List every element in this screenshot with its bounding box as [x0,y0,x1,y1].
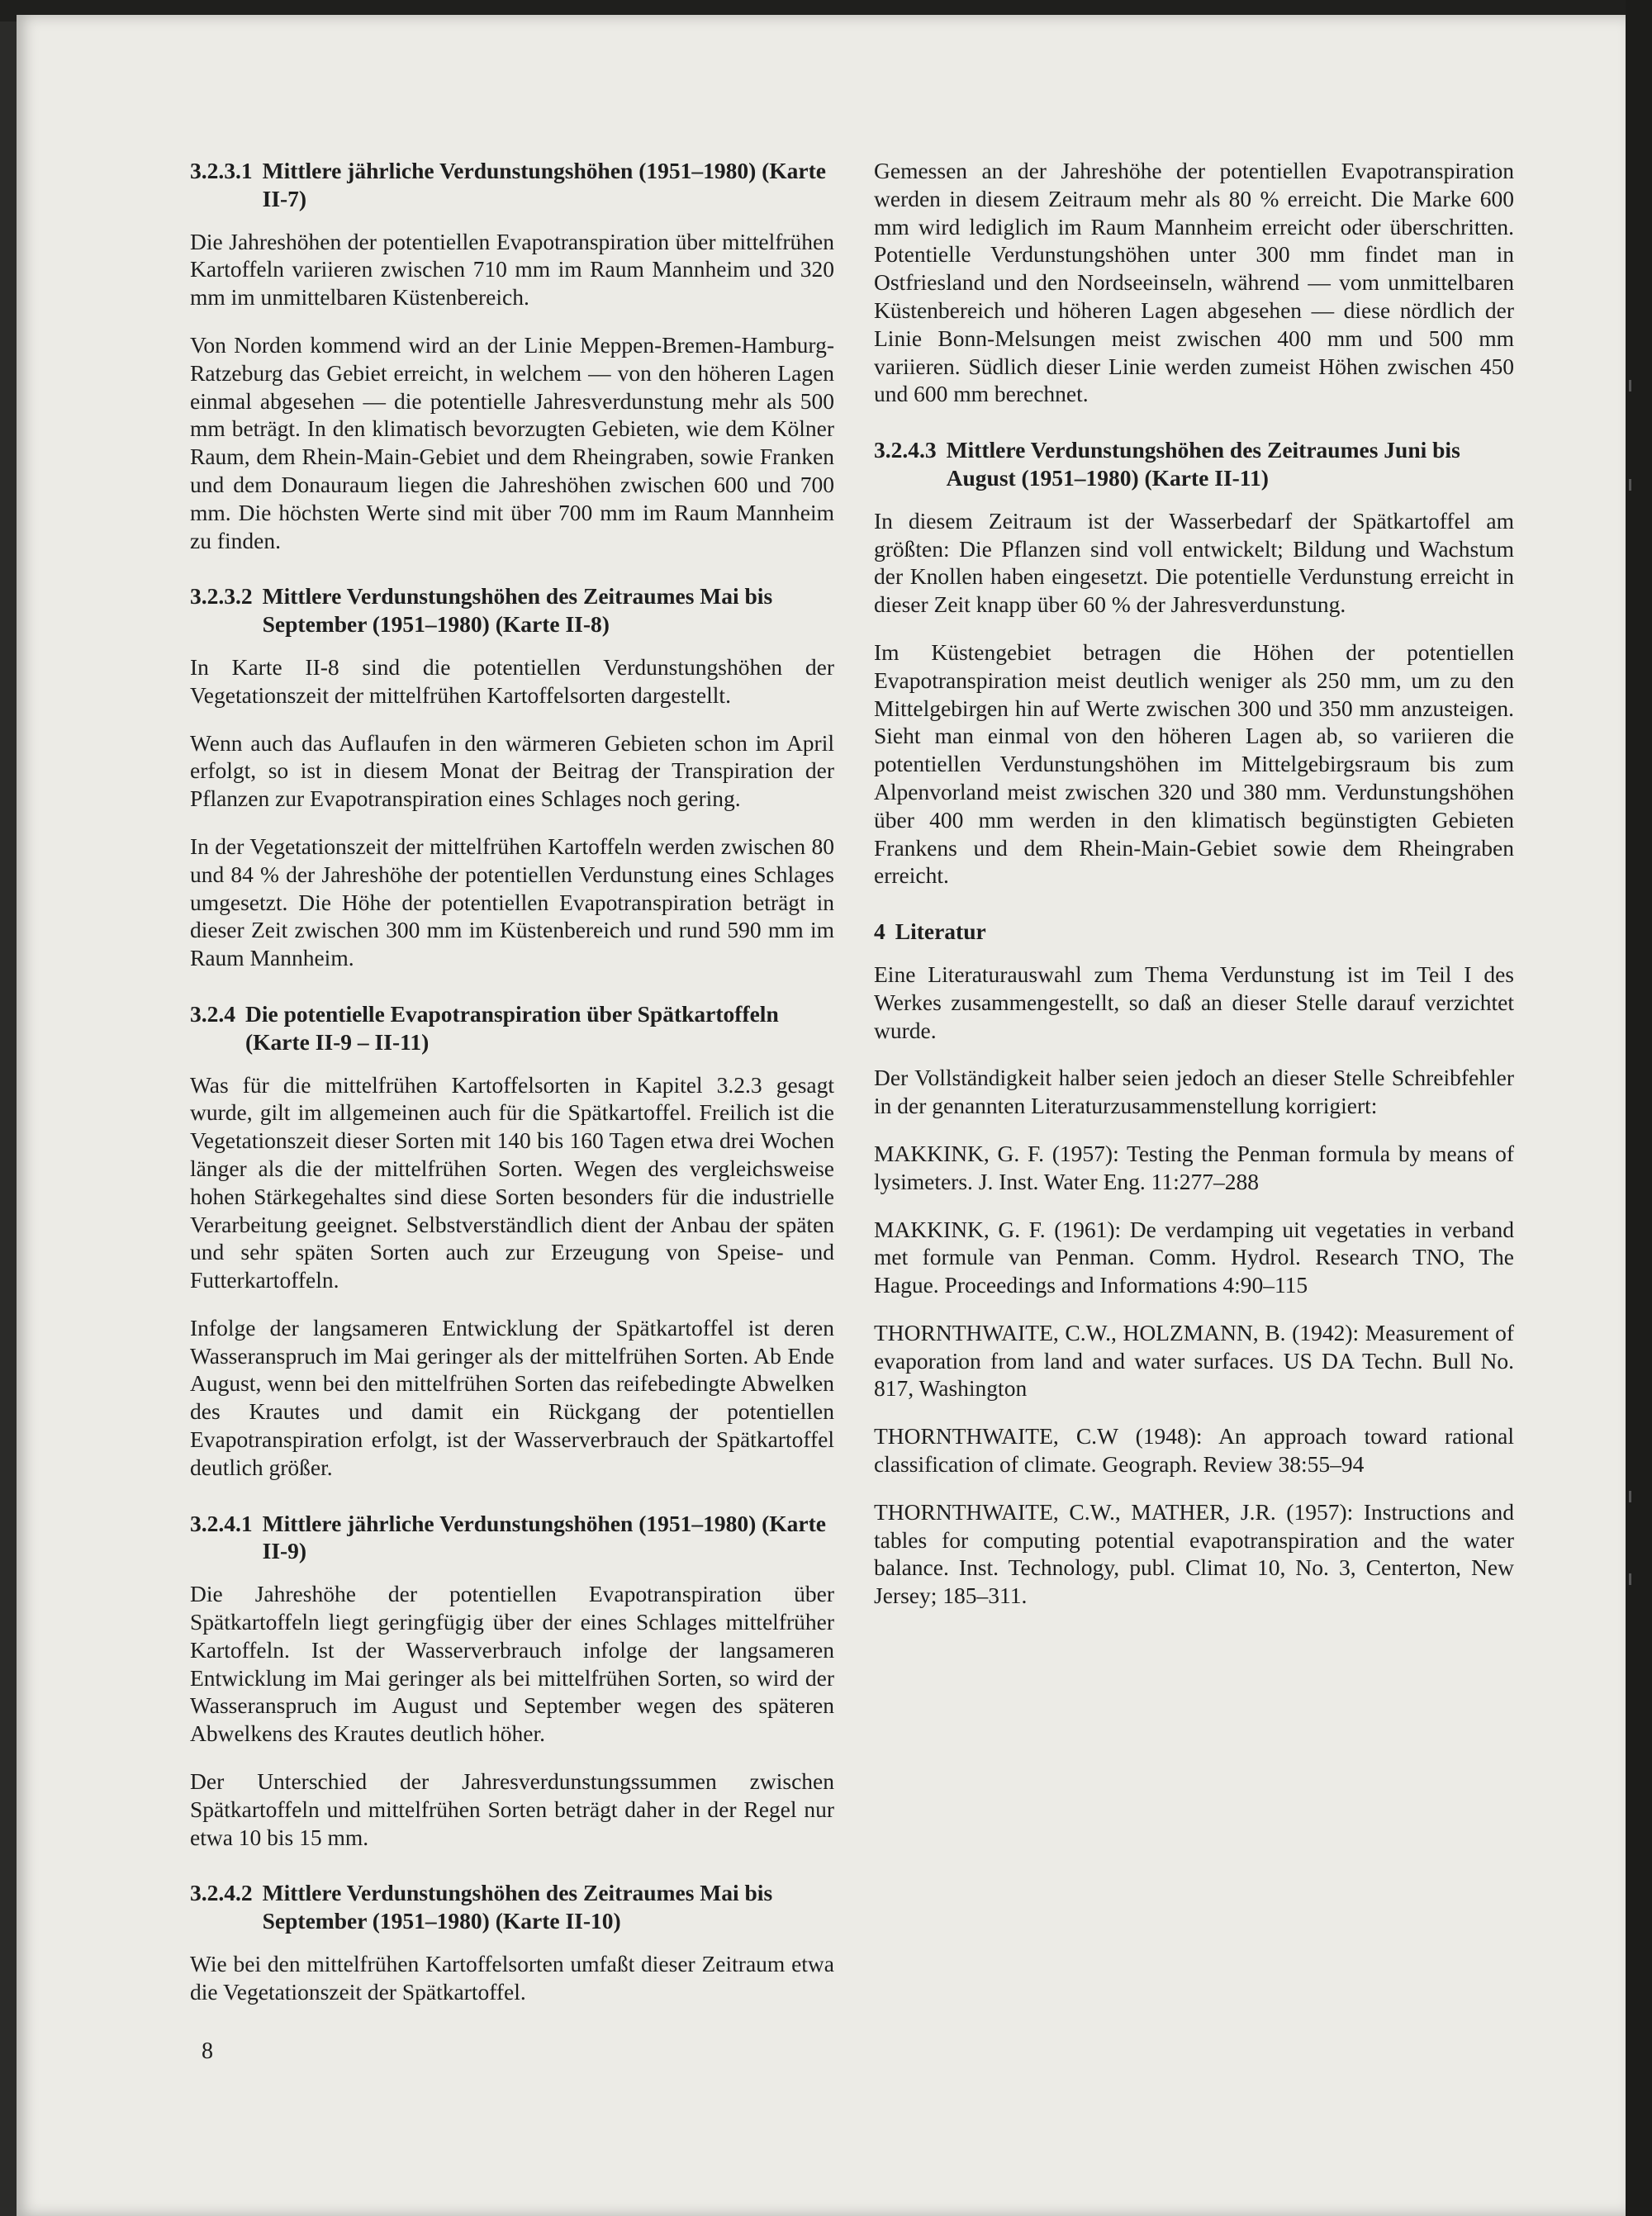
reference-entry: THORNTHWAITE, C.W (1948): An approach toward rational classification of climate. Geograph. Review 38:55–94 [874,1423,1514,1478]
section-title: Mittlere jährliche Verdunstungshöhen (1951–1980) (Karte II-7) [262,158,826,211]
left-column [190,157,834,2026]
paragraph: Wenn auch das Auflaufen in den wärmeren Gebieten schon im April erfolgt, so ist in diesem Monat der Beitrag der Transpiration der Pflanzen zur Evapotranspiration eines Schlages noch gering. [190,729,834,812]
paragraph: Die Jahreshöhe der potentiellen Evapotranspiration über Spätkartoffeln liegt geringfügig über der eines Schlages mittelfrüher Kartoffeln. Ist der Wasserverbrauch infolge der langsameren Entwicklung im Mai geringer als bei mittelfrühen Sorten, so wird der Wasseranspruch im August und September wegen des späteren Abwelkens des Krautes deutlich höher. [190,1581,834,1747]
paragraph: In Karte II-8 sind die potentiellen Verdunstungshöhen der Vegetationszeit der mittelfrühen Kartoffelsorten dargestellt. [190,653,834,708]
page-number: 8 [202,2038,213,2064]
reference-entry: THORNTHWAITE, C.W., MATHER, J.R. (1957): Instructions and tables for computing potential evapotranspiration and the water balance. Inst. Technology, publ. Climat 10, No. 3, Centerton, New Jersey; 185–311. [874,1498,1514,1609]
paragraph: Eine Literaturauswahl zum Thema Verdunstung ist im Teil I des Werkes zusammengestellt, so daß an dieser Stelle darauf verzichtet wurde. [874,961,1514,1043]
section-title: Die potentielle Evapotranspiration über Spätkartoffeln (Karte II-9 – II-11) [245,1000,779,1055]
edge-mark [1629,479,1631,491]
paragraph: Der Unterschied der Jahresverdunstungssummen zwischen Spätkartoffeln und mittelfrühen Sorten beträgt daher in der Regel nur etwa 10 bis 15 mm. [190,1768,834,1850]
section-title: Mittlere Verdunstungshöhen des Zeitraumes Mai bis September (1951–1980) (Karte II-10) [262,1880,773,1934]
section-heading [190,582,834,638]
section-heading [190,1000,834,1056]
section-title: Mittlere Verdunstungshöhen des Zeitraumes Mai bis September (1951–1980) (Karte II-8) [262,583,773,638]
section-number: 3.2.4.3 [874,437,937,463]
edge-mark [1629,1491,1631,1502]
reference-entry: MAKKINK, G. F. (1961): De verdamping uit vegetaties in verband met formule van Penman. Comm. Hydrol. Research TNO, The Hague. Proceedings and Informations 4:90–115 [874,1216,1514,1298]
paragraph: Von Norden kommend wird an der Linie Meppen-Bremen-Hamburg-Ratzeburg das Gebiet erreicht, in welchem — von den höheren Lagen einmal abgesehen — die potentielle Jahresverdunstung mehr als 500 mm beträgt. In den klimatisch bevorzugten Gebieten, wie dem Kölner Raum, dem Rhein-Main-Gebiet und dem Rheingraben, sowie Franken und dem Donauraum liegen die Jahreshöhen zwischen 600 und 700 mm. Die höchsten Werte sind mit über 700 mm im Raum Mannheim zu finden. [190,331,834,553]
section-number: 3.2.3.1 [190,158,253,183]
section-title: Literatur [895,918,986,945]
section-heading [190,1879,834,1935]
section-heading [190,1510,834,1566]
paragraph: In der Vegetationszeit der mittelfrühen Kartoffeln werden zwischen 80 und 84 % der Jahreshöhe der potentiellen Verdunstung eines Schlages umgesetzt. Die Höhe der potentiellen Evapotranspiration beträgt in dieser Zeit zwischen 300 mm im Küstenbereich und rund 590 mm im Raum Mannheim. [190,833,834,971]
edge-mark [1629,380,1631,391]
paragraph: Die Jahreshöhen der potentiellen Evapotranspiration über mittelfrühen Kartoffeln variieren zwischen 710 mm im Raum Mannheim und 320 mm im unmittelbaren Küstenbereich. [190,228,834,311]
reference-entry: MAKKINK, G. F. (1957): Testing the Penman formula by means of lysimeters. J. Inst. Water Eng. 11:277–288 [874,1140,1514,1194]
section-number: 4 [874,918,885,945]
section-heading [874,918,1514,946]
paragraph: Der Vollständigkeit halber seien jedoch an dieser Stelle Schreibfehler in der genannten Literaturzusammenstellung korrigiert: [874,1065,1514,1119]
section-title: Mittlere jährliche Verdunstungshöhen (1951–1980) (Karte II-9) [262,1510,826,1564]
edge-mark [1629,1573,1631,1585]
section-number: 3.2.4.2 [190,1880,253,1906]
section-title: Mittlere Verdunstungshöhen des Zeitraumes Juni bis August (1951–1980) (Karte II-11) [946,437,1460,491]
paragraph: Wie bei den mittelfrühen Kartoffelsorten umfaßt dieser Zeitraum etwa die Vegetationszeit der Spätkartoffel. [190,1951,834,2005]
section-number: 3.2.4 [190,1000,235,1027]
section-heading [874,436,1514,492]
paragraph: In diesem Zeitraum ist der Wasserbedarf der Spätkartoffel am größten: Die Pflanzen sind voll entwickelt; Bildung und Wachstum der Knollen haben eingesetzt. Die potentielle Verdunstung erreicht in dieser Zeit knapp über 60 % der Jahresverdunstung. [874,507,1514,618]
paragraph: Infolge der langsameren Entwicklung der Spätkartoffel ist deren Wasseranspruch im Mai geringer als der mittelfrühen Sorten. Ab Ende August, wenn bei den mittelfrühen Sorten das reifebedingte Abwelken des Krautes und damit ein Rückgang der potentiellen Evapotranspiration erfolgt, ist der Wasserverbrauch der Spätkartoffel deutlich größer. [190,1314,834,1480]
section-heading [190,157,834,213]
reference-entry: THORNTHWAITE, C.W., HOLZMANN, B. (1942): Measurement of evaporation from land and water surfaces. US DA Techn. Bull No. 817, Washington [874,1319,1514,1402]
paragraph: Was für die mittelfrühen Kartoffelsorten in Kapitel 3.2.3 gesagt wurde, gilt im allgemeinen auch für die Spätkartoffel. Freilich ist die Vegetationszeit dieser Sorten mit 140 bis 160 Tagen etwa drei Wochen länger als die der mittelfrühen Sorten. Wegen des vergleichsweise hohen Stärkegehaltes sind diese Sorten besonders für die industrielle Verarbeitung geeignet. Selbstverständlich dient der Anbau der späten und sehr späten Sorten auch zur Erzeugung von Speise- und Futterkartoffeln. [190,1071,834,1293]
paragraph: Gemessen an der Jahreshöhe der potentiellen Evapotranspiration werden in diesem Zeitraum mehr als 80 % erreicht. Die Marke 600 mm wird lediglich im Raum Mannheim erreicht oder überschritten. Potentielle Verdunstungshöhen unter 300 mm findet man in Ostfriesland und den Nordseeinseln, während — vom unmittelbaren Küstenbereich und höheren Lagen abgesehen — diese nördlich der Linie Bonn-Melsungen meist zwischen 400 mm und 500 mm variieren. Südlich dieser Linie werden zumeist Höhen zwischen 450 und 600 mm berechnet. [874,158,1514,407]
paragraph: Im Küstengebiet betragen die Höhen der potentiellen Evapotranspiration meist deutlich weniger als 250 mm, um zu den Mittelgebirgen hin auf Werte zwischen 300 und 350 mm anzusteigen. Sieht man einmal von den höheren Lagen ab, so variieren die potentiellen Verdunstungshöhen im Mittelgebirgsraum bis zum Alpenvorland meist zwischen 320 und 380 mm. Verdunstungshöhen über 400 mm werden in den klimatisch begünstigten Gebieten Frankens und dem Rhein-Main-Gebiet sowie dem Rheingraben erreicht. [874,638,1514,889]
scan-border-right [1626,0,1652,2216]
section-number: 3.2.3.2 [190,583,253,610]
section-number: 3.2.4.1 [190,1510,253,1536]
right-column [874,157,1514,1630]
